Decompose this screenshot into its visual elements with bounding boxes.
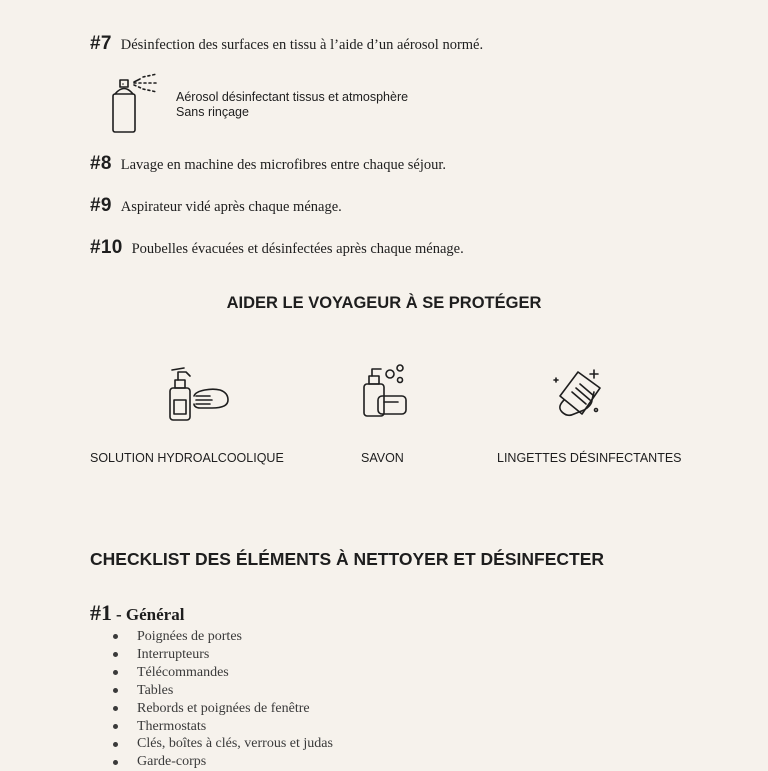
bullet-icon xyxy=(113,688,118,693)
product-note: Sans rinçage xyxy=(176,105,249,119)
category-name: - Général xyxy=(116,605,185,624)
protect-label-sanitizer: SOLUTION HYDROALCOOLIQUE xyxy=(90,451,284,465)
step-9 xyxy=(90,195,342,217)
category-number: #1 xyxy=(90,600,112,625)
wipes-icon xyxy=(550,366,616,426)
list-item: Tables xyxy=(110,682,333,700)
step-text: Désinfection des surfaces en tissu à l’aide d’un aérosol normé. xyxy=(120,37,484,53)
protect-label-soap: SAVON xyxy=(361,451,404,465)
step-8 xyxy=(90,153,446,175)
product-description xyxy=(176,90,408,120)
list-item: Rebords et poignées de fenêtre xyxy=(110,700,333,718)
list-item: Garde-corps xyxy=(110,753,333,771)
protect-heading: AIDER LE VOYAGEUR À SE PROTÉGER xyxy=(226,294,542,312)
checklist-items xyxy=(110,628,333,771)
step-number: #7 xyxy=(90,33,112,54)
bullet-icon xyxy=(113,760,118,765)
list-item: Télécommandes xyxy=(110,664,333,682)
step-number: #10 xyxy=(90,237,123,258)
step-number: #8 xyxy=(90,153,112,174)
soap-icon xyxy=(360,364,426,424)
list-item: Poignées de portes xyxy=(110,628,333,646)
protect-label-wipes: LINGETTES DÉSINFECTANTES xyxy=(497,451,682,465)
hand-sanitizer-icon xyxy=(166,366,232,426)
step-10 xyxy=(90,237,464,259)
step-number: #9 xyxy=(90,195,112,216)
bullet-icon xyxy=(113,742,118,747)
checklist-category xyxy=(90,600,184,626)
product-name: Aérosol désinfectant tissus et atmosphère xyxy=(176,90,409,104)
step-text: Lavage en machine des microfibres entre chaque séjour. xyxy=(120,157,447,173)
list-item: Thermostats xyxy=(110,718,333,736)
bullet-icon xyxy=(113,670,118,675)
list-item: Interrupteurs xyxy=(110,646,333,664)
step-text: Poubelles évacuées et désinfectées après chaque ménage. xyxy=(131,241,464,257)
checklist-heading: CHECKLIST DES ÉLÉMENTS À NETTOYER ET DÉSINFECTER xyxy=(90,549,605,569)
bullet-icon xyxy=(113,724,118,729)
bullet-icon xyxy=(113,652,118,657)
bullet-icon xyxy=(113,634,118,639)
list-item: Clés, boîtes à clés, verrous et judas xyxy=(110,735,333,753)
step-7 xyxy=(90,33,483,55)
step-text: Aspirateur vidé après chaque ménage. xyxy=(120,199,342,215)
spray-can-icon xyxy=(110,74,160,136)
bullet-icon xyxy=(113,706,118,711)
